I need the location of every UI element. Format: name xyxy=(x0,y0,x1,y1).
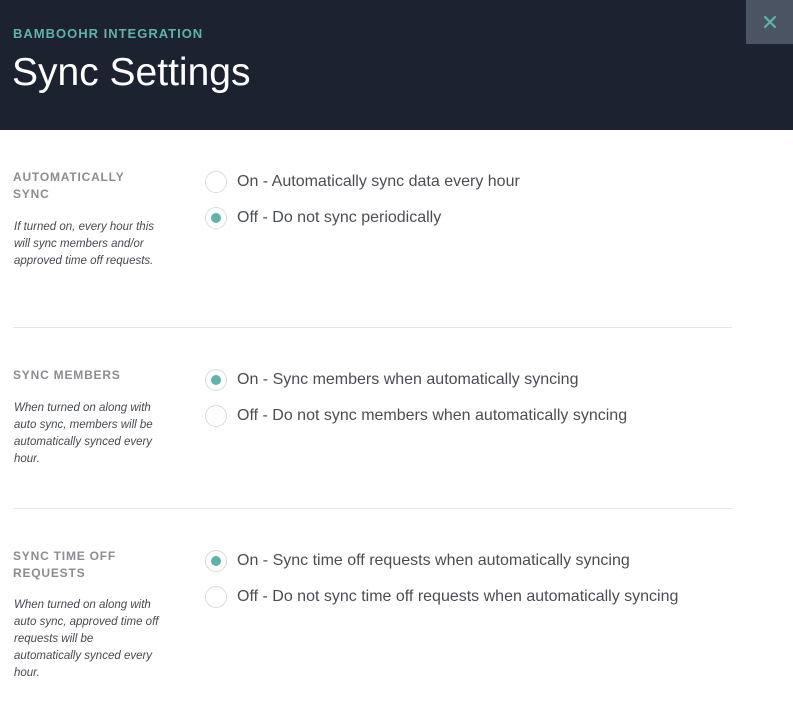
sync-time-off-on-option[interactable] xyxy=(205,549,630,573)
sync-time-off-off-option[interactable] xyxy=(205,585,678,609)
section-description: When turned on along with auto sync, members will be automatically synced every hour. xyxy=(14,402,153,465)
radio-button[interactable] xyxy=(205,369,227,391)
sync-members-off-option[interactable] xyxy=(205,404,627,428)
radio-selected-dot xyxy=(211,213,221,223)
section-divider xyxy=(13,327,732,328)
section-divider xyxy=(13,508,732,509)
section-description: If turned on, every hour this will sync members and/or approved time off requests. xyxy=(14,221,154,267)
integration-eyebrow: BAMBOOHR INTEGRATION xyxy=(13,26,204,41)
radio-button[interactable] xyxy=(205,171,227,193)
option-label: On - Sync time off requests when automatically syncing xyxy=(237,552,630,569)
radio-selected-dot xyxy=(211,556,221,566)
radio-button[interactable] xyxy=(205,586,227,608)
page-title: Sync Settings xyxy=(12,51,251,94)
section-label: AUTOMATICALLY SYNC xyxy=(13,170,125,201)
option-label: On - Automatically sync data every hour xyxy=(237,173,520,190)
section-description: When turned on along with auto sync, approved time off requests will be automatically synced every hour. xyxy=(14,599,159,679)
modal-header xyxy=(0,0,793,130)
radio-button[interactable] xyxy=(205,550,227,572)
option-label: Off - Do not sync time off requests when automatically syncing xyxy=(237,588,679,605)
auto-sync-off-option[interactable] xyxy=(205,206,441,230)
radio-selected-dot xyxy=(211,375,221,385)
option-label: Off - Do not sync members when automatically syncing xyxy=(237,407,628,424)
close-button[interactable] xyxy=(746,0,793,44)
section-label: SYNC MEMBERS xyxy=(13,368,121,382)
auto-sync-on-option[interactable] xyxy=(205,170,520,194)
radio-button[interactable] xyxy=(205,207,227,229)
close-icon xyxy=(763,15,777,29)
sync-members-on-option[interactable] xyxy=(205,368,578,392)
option-label: Off - Do not sync periodically xyxy=(237,209,442,226)
radio-button[interactable] xyxy=(205,405,227,427)
section-label: SYNC TIME OFF REQUESTS xyxy=(13,549,117,580)
option-label: On - Sync members when automatically syncing xyxy=(237,371,579,388)
